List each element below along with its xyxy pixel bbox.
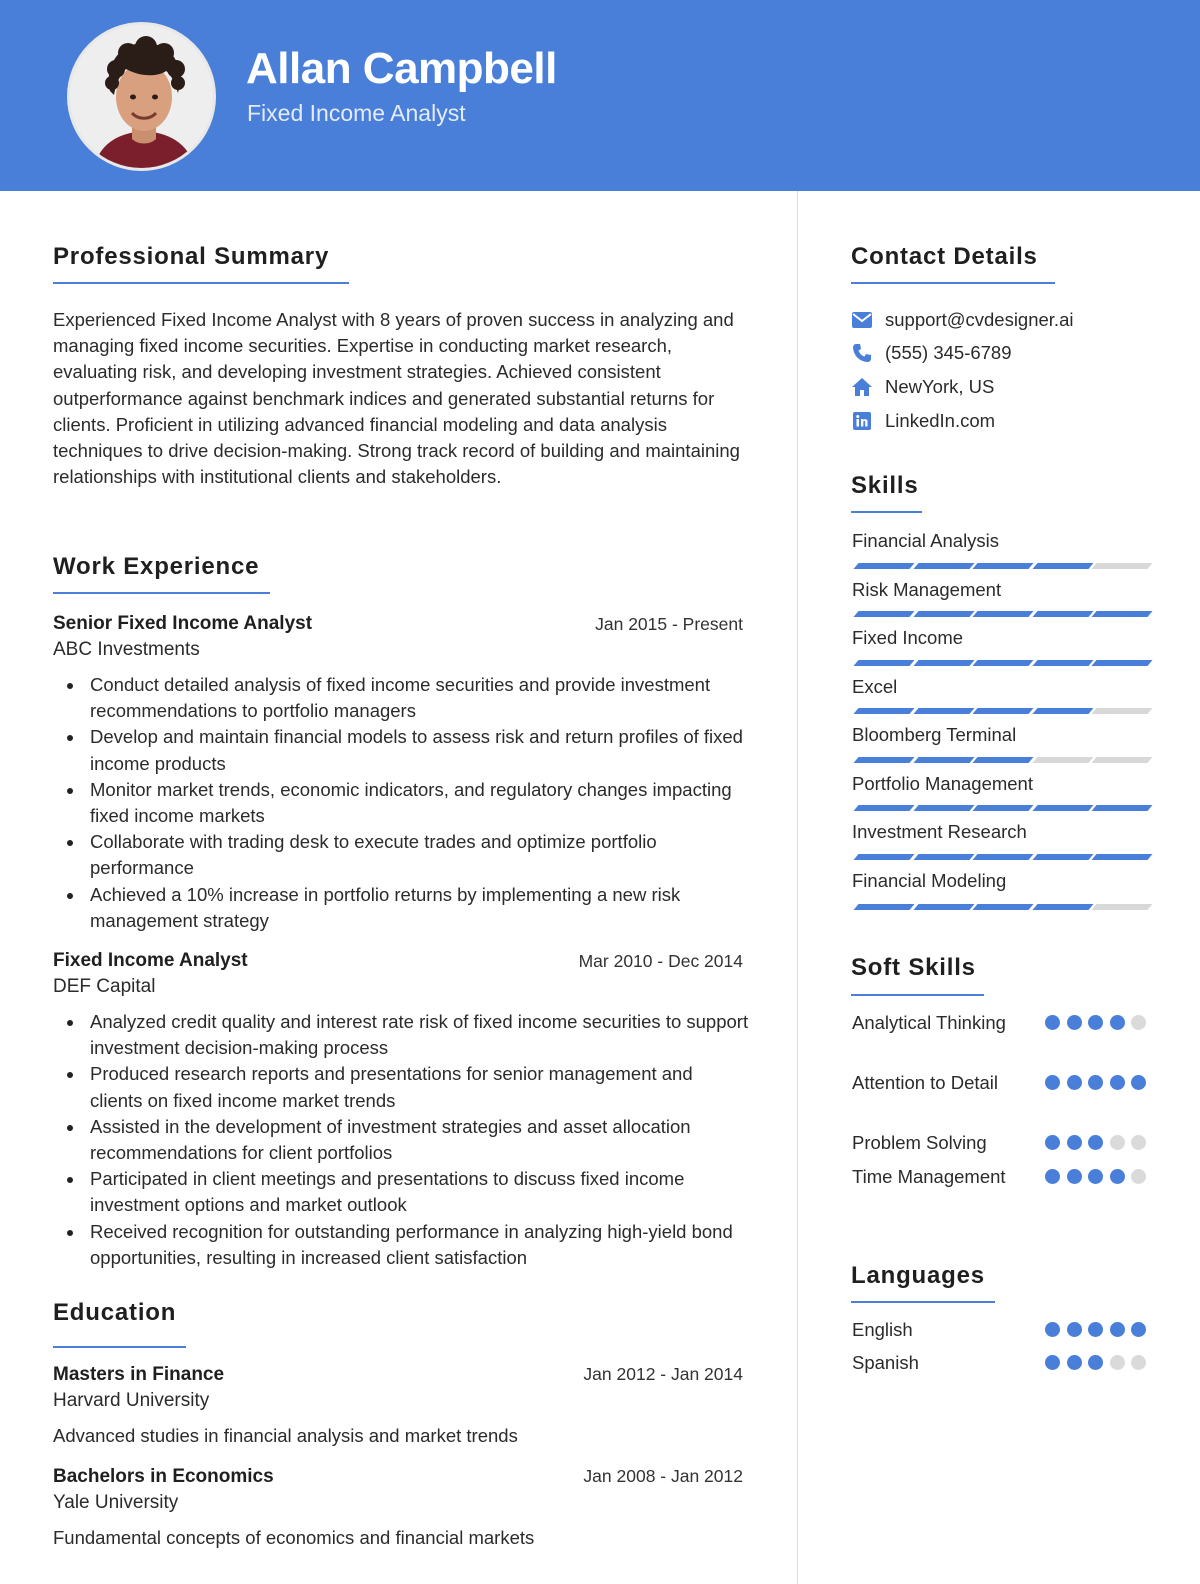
rating-dot-filled [1088, 1015, 1103, 1030]
skill-level-bar [852, 611, 1146, 617]
skill-segment-filled [972, 757, 1033, 763]
skill-segment-empty [1091, 708, 1152, 714]
skill-level-bar [852, 563, 1146, 569]
summary-heading: Professional Summary [53, 243, 330, 270]
job-bullet: Received recognition for outstanding performance in analyzing high-yield bond opportunities, resulting in increased client satisfaction [90, 1219, 750, 1271]
skill-segment-filled [972, 563, 1033, 569]
rating-dot-filled [1045, 1075, 1060, 1090]
rating-dot-filled [1088, 1355, 1103, 1370]
skill-segment-filled [913, 611, 974, 617]
degree-title: Bachelors in Economics [53, 1466, 274, 1487]
summary-text: Experienced Fixed Income Analyst with 8 years of proven success in analyzing and managing fixed income securities. Expertise in conducting market research, evaluating risk, and developing investment strategies. Achieved consistent outperformance against benchmark indices and generated substantial returns for clients. Proficient in utilizing advanced financial modeling and data analysis techniques to drive decision-making. Strong track record of building and maintaining relationships with institutional clients and stakeholders. [53, 309, 740, 488]
home-icon [851, 376, 873, 398]
contact-heading-underline [851, 282, 1055, 284]
skill-segment-filled [1032, 805, 1093, 811]
rating-dot-filled [1088, 1075, 1103, 1090]
contact-phone-text: (555) 345-6789 [885, 342, 1012, 363]
rating-dot-empty [1131, 1135, 1146, 1150]
soft-skill-rating [1045, 1169, 1153, 1184]
job-bullet: Develop and maintain financial models to assess risk and return profiles of fixed income products [90, 724, 750, 776]
language-name: Spanish [852, 1352, 919, 1373]
skill-segment-filled [853, 563, 914, 569]
degree-description: Advanced studies in financial analysis and market trends [53, 1425, 518, 1446]
rating-dot-filled [1110, 1075, 1125, 1090]
skill-name: Excel [852, 676, 898, 697]
contact-heading: Contact Details [851, 243, 1038, 270]
rating-dot-filled [1131, 1322, 1146, 1337]
job-title: Senior Fixed Income Analyst [53, 613, 313, 634]
skill-segment-filled [913, 660, 974, 666]
skill-name: Bloomberg Terminal [852, 724, 1017, 745]
skill-segment-filled [972, 854, 1033, 860]
languages-heading: Languages [851, 1262, 985, 1289]
job-company: ABC Investments [53, 639, 200, 660]
candidate-name: Allan Campbell [246, 44, 557, 93]
contact-email[interactable] [851, 307, 1073, 333]
skill-segment-filled [853, 708, 914, 714]
soft-skill-name: Problem Solving [852, 1132, 987, 1153]
skill-segment-empty [1032, 757, 1093, 763]
soft-skills-heading: Soft Skills [851, 954, 976, 981]
skill-segment-filled [1032, 611, 1093, 617]
language-name: English [852, 1319, 913, 1340]
rating-dot-empty [1110, 1135, 1125, 1150]
profile-photo-icon [70, 25, 216, 171]
column-divider [797, 191, 798, 1584]
job-bullet-list [90, 1009, 750, 1271]
rating-dot-filled [1067, 1075, 1082, 1090]
skill-segment-filled [1091, 611, 1152, 617]
rating-dot-filled [1045, 1169, 1060, 1184]
rating-dot-empty [1110, 1355, 1125, 1370]
rating-dot-filled [1088, 1135, 1103, 1150]
skill-level-bar [852, 757, 1146, 763]
skill-segment-filled [913, 805, 974, 811]
envelope-icon [851, 309, 873, 331]
skill-segment-filled [1032, 904, 1093, 910]
skill-segment-filled [1091, 660, 1152, 666]
contact-linkedin[interactable] [851, 408, 995, 434]
job-bullet: Monitor market trends, economic indicators, and regulatory changes impacting fixed income markets [90, 777, 750, 829]
soft-skill-rating [1045, 1075, 1153, 1090]
degree-dates: Jan 2012 - Jan 2014 [583, 1364, 743, 1384]
skill-segment-filled [972, 611, 1033, 617]
job-bullet: Participated in client meetings and presentations to discuss fixed income investment options and market outlook [90, 1166, 750, 1218]
header-banner [0, 0, 1200, 191]
skills-heading: Skills [851, 472, 919, 499]
candidate-title: Fixed Income Analyst [247, 100, 466, 126]
skill-segment-filled [972, 904, 1033, 910]
skill-name: Portfolio Management [852, 773, 1033, 794]
job-title: Fixed Income Analyst [53, 950, 248, 971]
skill-level-bar [852, 904, 1146, 910]
skill-segment-filled [972, 660, 1033, 666]
job-bullet: Collaborate with trading desk to execute trades and optimize portfolio performance [90, 829, 750, 881]
skill-level-bar [852, 854, 1146, 860]
skill-name: Fixed Income [852, 627, 964, 648]
soft-skill-name: Attention to Detail [852, 1072, 999, 1093]
rating-dot-filled [1045, 1322, 1060, 1337]
contact-phone[interactable] [851, 340, 1012, 366]
skill-segment-empty [1091, 563, 1152, 569]
skill-level-bar [852, 805, 1146, 811]
soft-skill-rating [1045, 1015, 1153, 1030]
summary-heading-underline [53, 282, 349, 284]
job-dates: Jan 2015 - Present [595, 614, 743, 634]
skill-segment-filled [913, 757, 974, 763]
rating-dot-filled [1110, 1169, 1125, 1184]
rating-dot-filled [1067, 1135, 1082, 1150]
rating-dot-filled [1067, 1015, 1082, 1030]
job-company: DEF Capital [53, 976, 156, 997]
rating-dot-filled [1045, 1135, 1060, 1150]
soft-skills-heading-underline [851, 994, 984, 996]
experience-heading: Work Experience [53, 553, 260, 580]
job-bullet-list [90, 672, 750, 934]
skill-segment-filled [853, 611, 914, 617]
language-rating [1045, 1355, 1153, 1370]
skill-name: Risk Management [852, 579, 1002, 600]
languages-heading-underline [851, 1301, 995, 1303]
rating-dot-filled [1067, 1169, 1082, 1184]
school-name: Yale University [53, 1492, 179, 1513]
skill-segment-filled [853, 904, 914, 910]
contact-location [851, 374, 994, 400]
phone-icon [851, 342, 873, 364]
rating-dot-filled [1067, 1322, 1082, 1337]
job-bullet: Conduct detailed analysis of fixed income securities and provide investment recommendations to portfolio managers [90, 672, 750, 724]
education-heading-underline [53, 1346, 186, 1348]
skill-segment-filled [913, 708, 974, 714]
avatar [67, 22, 216, 171]
skill-segment-filled [913, 854, 974, 860]
rating-dot-filled [1045, 1355, 1060, 1370]
skill-segment-filled [972, 708, 1033, 714]
rating-dot-filled [1088, 1169, 1103, 1184]
rating-dot-filled [1110, 1322, 1125, 1337]
skill-segment-filled [913, 904, 974, 910]
contact-location-text: NewYork, US [885, 376, 995, 397]
skill-segment-filled [1032, 660, 1093, 666]
skill-segment-filled [913, 563, 974, 569]
contact-email-text: support@cvdesigner.ai [885, 309, 1074, 330]
rating-dot-empty [1131, 1015, 1146, 1030]
skill-segment-filled [1032, 563, 1093, 569]
rating-dot-empty [1131, 1355, 1146, 1370]
skill-name: Financial Modeling [852, 870, 1007, 891]
skill-segment-filled [1032, 854, 1093, 860]
school-name: Harvard University [53, 1390, 210, 1411]
skill-segment-filled [853, 854, 914, 860]
skill-level-bar [852, 660, 1146, 666]
soft-skill-name: Time Management [852, 1166, 1006, 1187]
skill-segment-filled [853, 757, 914, 763]
job-bullet: Produced research reports and presentations for senior management and clients on fixed income market trends [90, 1061, 750, 1113]
soft-skill-name: Analytical Thinking [852, 1012, 1006, 1033]
skill-segment-empty [1091, 904, 1152, 910]
degree-dates: Jan 2008 - Jan 2012 [583, 1466, 743, 1486]
skill-segment-filled [972, 805, 1033, 811]
skills-heading-underline [851, 511, 922, 513]
degree-title: Masters in Finance [53, 1364, 225, 1385]
job-dates: Mar 2010 - Dec 2014 [578, 951, 743, 971]
experience-heading-underline [53, 592, 270, 594]
skill-level-bar [852, 708, 1146, 714]
rating-dot-filled [1045, 1015, 1060, 1030]
skill-segment-filled [1091, 805, 1152, 811]
rating-dot-empty [1131, 1169, 1146, 1184]
degree-description: Fundamental concepts of economics and financial markets [53, 1527, 535, 1548]
skill-name: Investment Research [852, 821, 1027, 842]
education-heading: Education [53, 1299, 177, 1326]
skill-name: Financial Analysis [852, 530, 1000, 551]
soft-skill-rating [1045, 1135, 1153, 1150]
rating-dot-filled [1131, 1075, 1146, 1090]
job-bullet: Analyzed credit quality and interest rate risk of fixed income securities to support investment decision-making process [90, 1009, 750, 1061]
skill-segment-filled [1091, 854, 1152, 860]
job-bullet: Achieved a 10% increase in portfolio returns by implementing a new risk management strategy [90, 882, 750, 934]
contact-linkedin-text: LinkedIn.com [885, 410, 996, 431]
skill-segment-empty [1091, 757, 1152, 763]
skill-segment-filled [853, 805, 914, 811]
skill-segment-filled [1032, 708, 1093, 714]
rating-dot-filled [1110, 1015, 1125, 1030]
rating-dot-filled [1088, 1322, 1103, 1337]
linkedin-icon [851, 410, 873, 432]
rating-dot-filled [1067, 1355, 1082, 1370]
job-bullet: Assisted in the development of investment strategies and asset allocation recommendations for client portfolios [90, 1114, 750, 1166]
skill-segment-filled [853, 660, 914, 666]
language-rating [1045, 1322, 1153, 1337]
